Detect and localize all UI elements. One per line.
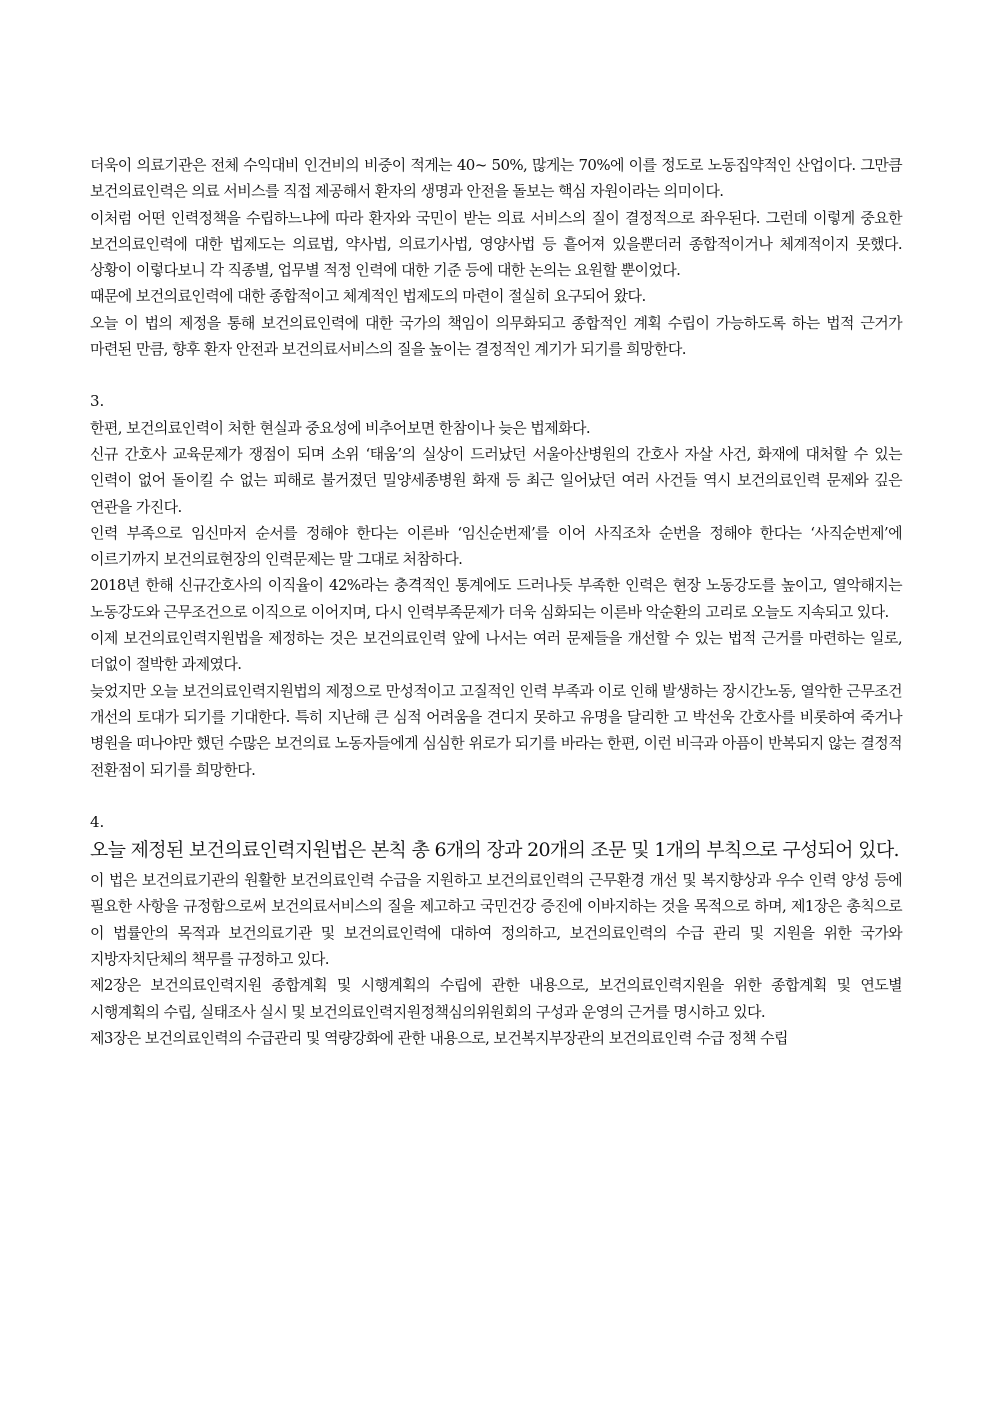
paragraph: 늦었지만 오늘 보건의료인력지원법의 제정으로 만성적이고 고질적인 인력 부족과 이로 인해 발생하는 장시간노동, 열악한 근무조건 개선의 토대가 되기를 기대한다. 특히 지난해 큰 심적 어려움을 견디지 못하고 유명을 달리한 고 박선욱 간호사를 비롯하여 죽거나 병원을 떠나야만 했던 수많은 보건의료 노동자들에게 심심한 위로가 되기를 바라는 한편, 이런 비극과 아픔이 반복되지 않는 결정적 전환점이 되기를 희망한다. <box>90 681 902 779</box>
section-3 <box>90 388 902 782</box>
paragraph: 이제 보건의료인력지원법을 제정하는 것은 보건의료인력 앞에 나서는 여러 문제들을 개선할 수 있는 법적 근거를 마련하는 일로, 더없이 절박한 과제였다. <box>90 629 902 674</box>
paragraph: 제2장은 보건의료인력지원 종합계획 및 시행계획의 수립에 관한 내용으로, 보건의료인력지원을 위한 종합계획 및 연도별 시행계획의 수립, 실태조사 실시 및 보건의료인력지원정책심의위원회의 구성과 운영의 근거를 명시하고 있다. <box>90 976 902 1021</box>
paragraph: 신규 간호사 교육문제가 쟁점이 되며 소위 ‘태움’의 실상이 드러났던 서울아산병원의 간호사 자살 사건, 화재에 대처할 수 있는 인력이 없어 돌이킬 수 없는 피해로 불거졌던 밀양세종병원 화재 등 최근 일어났던 여러 사건들 역시 보건의료인력 문제와 깊은 연관을 가진다. <box>90 444 902 516</box>
paragraph: 이처럼 어떤 인력정책을 수립하느냐에 따라 환자와 국민이 받는 의료 서비스의 질이 결정적으로 좌우된다. 그런데 이렇게 중요한 보건의료인력에 대한 법제도는 의료법, 약사법, 의료기사법, 영양사법 등 흩어져 있을뿐더러 종합적이거나 체계적이지 못했다. 상황이 이렇다보니 각 직종별, 업무별 적정 인력에 대한 기준 등에 대한 논의는 요원할 뿐이었다. <box>90 208 902 280</box>
paragraph: 더욱이 의료기관은 전체 수익대비 인건비의 비중이 적게는 40~ 50%, 많게는 70%에 이를 정도로 노동집약적인 산업이다. 그만큼 보건의료인력은 의료 서비스를 직접 제공해서 환자의 생명과 안전을 돌보는 핵심 자원이라는 의미이다. <box>90 156 902 201</box>
blank-line <box>90 362 902 388</box>
document-page <box>90 152 902 1051</box>
paragraph: 2018년 한해 신규간호사의 이직율이 42%라는 충격적인 통계에도 드러나듯 부족한 인력은 현장 노동강도를 높이고, 열악해지는 노동강도와 근무조건으로 이직으로 이어지며, 다시 인력부족문제가 더욱 심화되는 이른바 악순환의 고리로 오늘도 지속되고 있다. <box>90 576 902 621</box>
lead-sentence: 오늘 제정된 보건의료인력지원법은 본칙 총 6개의 장과 20개의 조문 및 1개의 부칙으로 구성되어 있다. <box>90 839 899 862</box>
section-2 <box>90 152 902 362</box>
paragraph: 오늘 이 법의 제정을 통해 보건의료인력에 대한 국가의 책임이 의무화되고 종합적인 계획 수립이 가능하도록 하는 법적 근거가 마련된 만큼, 향후 환자 안전과 보건의료서비스의 질을 높이는 결정적인 계기가 되기를 희망한다. <box>90 313 902 359</box>
blank-line <box>90 783 902 809</box>
section-number: 3. <box>90 392 105 411</box>
paragraph: 한편, 보건의료인력이 처한 현실과 중요성에 비추어보면 한참이나 늦은 법제화다. <box>90 418 591 437</box>
paragraph: 제3장은 보건의료인력의 수급관리 및 역량강화에 관한 내용으로, 보건복지부장관의 보건의료인력 수급 정책 수립 <box>90 1028 788 1047</box>
section-4 <box>90 809 902 1051</box>
paragraph: 인력 부족으로 임신마저 순서를 정해야 한다는 이른바 ‘임신순번제’를 이어 사직조차 순번을 정해야 한다는 ‘사직순번제’에 이르기까지 보건의료현장의 인력문제는 말 그대로 처참하다. <box>90 523 902 569</box>
paragraph: 때문에 보건의료인력에 대한 종합적이고 체계적인 법제도의 마련이 절실히 요구되어 왔다. <box>90 287 646 306</box>
section-number: 4. <box>90 812 105 831</box>
paragraph: 이 법은 보건의료기관의 원활한 보건의료인력 수급을 지원하고 보건의료인력의 근무환경 개선 및 복지향상과 우수 인력 양성 등에 필요한 사항을 규정함으로써 보건의료서비스의 질을 제고하고 국민건강 증진에 이바지하는 것을 목적으로 하며, 제1장은 총칙으로 이 법률안의 목적과 보건의료기관 및 보건의료인력에 대하여 정의하고, 보건의료인력의 수급 관리 및 지원을 위한 국가와 지방자치단체의 책무를 규정하고 있다. <box>90 871 902 969</box>
